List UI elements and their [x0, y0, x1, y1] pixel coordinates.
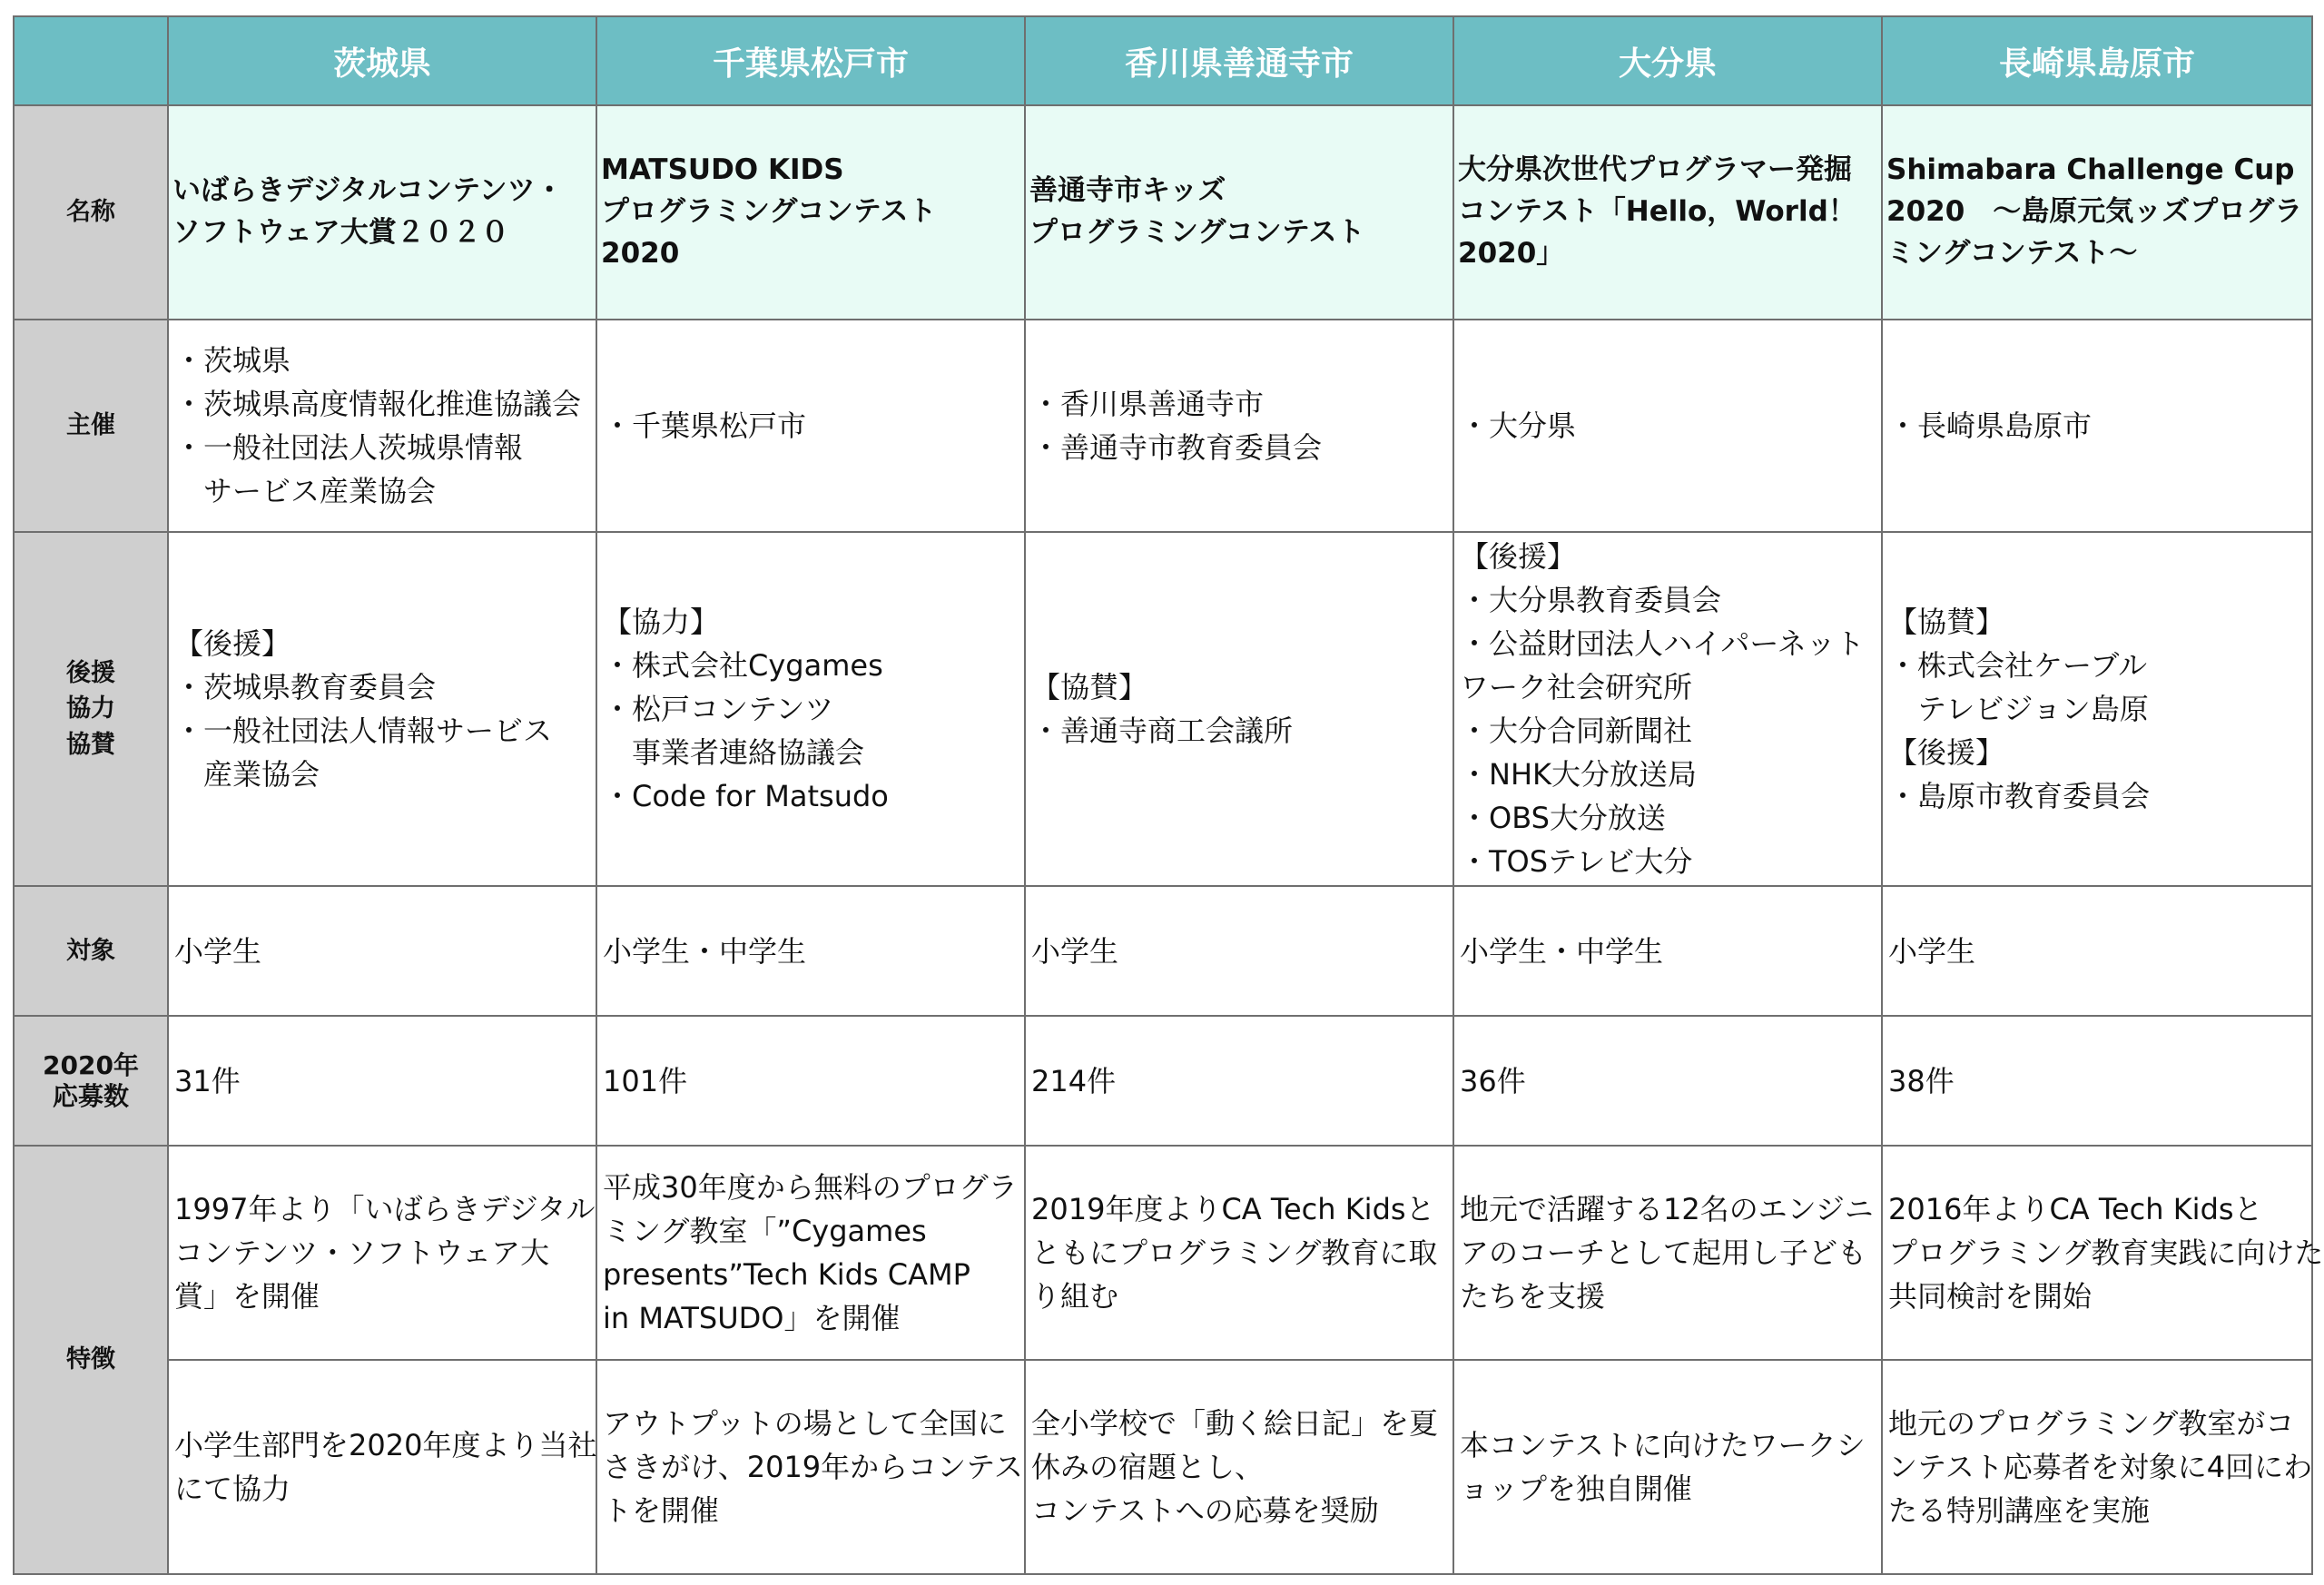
support-line: ・OBS大分放送: [1460, 801, 1666, 835]
features-row-1: [14, 1146, 2312, 1360]
support-line: 【後援】: [174, 626, 291, 661]
features-cell-shimabara-1: [1882, 1146, 2324, 1360]
entries-cell-ibaraki: 31件: [168, 1016, 596, 1146]
organizer-cell-shimabara: [1882, 320, 2312, 532]
column-header-ibaraki: 茨城県: [168, 16, 596, 105]
name-line: プログラミングコンテスト 2020: [601, 195, 937, 270]
organizer-line: ・大分県: [1460, 409, 1577, 443]
support-line: 【後援】: [1888, 735, 2005, 770]
feature-line: ンテスト応募者を対象に4回にわ: [1888, 1450, 2313, 1484]
features-cell-oita-2: [1453, 1360, 1882, 1574]
feature-line: 2019年度よりCA Tech Kidsと: [1031, 1192, 1435, 1226]
feature-line: ミング教室「”Cygames: [603, 1214, 927, 1248]
target-cell-matsudo: 小学生・中学生: [596, 886, 1025, 1016]
name-line: 善通寺市キッズ: [1029, 174, 1226, 208]
header-row: [14, 16, 2312, 105]
support-line: ・株式会社Cygames: [603, 648, 883, 683]
support-line: ・TOSテレビ大分: [1460, 844, 1693, 879]
row-label-target: 対象: [14, 886, 168, 1016]
support-cell-matsudo: [596, 532, 1025, 886]
row-label-name: 名称: [14, 105, 168, 320]
feature-line: 2016年よりCA Tech Kidsと: [1888, 1192, 2263, 1226]
name-line: Shimabara Challenge Cup: [1886, 153, 2295, 187]
feature-line: コンテンツ・ソフトウェア大: [174, 1236, 550, 1270]
feature-line: 小学生部門を2020年度より当社: [174, 1428, 597, 1462]
feature-line: さきがけ、2019年からコンテス: [603, 1450, 1023, 1484]
features-cell-matsudo-2: [596, 1360, 1025, 1574]
organizer-line: ・茨城県: [174, 343, 291, 378]
features-cell-zentsuji-2: [1025, 1360, 1453, 1574]
row-label-entries: [14, 1016, 168, 1146]
organizer-row: [14, 320, 2312, 532]
row-label-support-line: 協力: [66, 694, 115, 724]
features-cell-ibaraki-2: [168, 1360, 596, 1574]
row-label-entries-line: 応募数: [52, 1080, 129, 1111]
feature-line: プログラミング教育実践に向けた: [1888, 1236, 2324, 1270]
name-cell-matsudo: [596, 105, 1025, 320]
name-line: MATSUDO KIDS: [601, 153, 844, 187]
support-line: ・松戸コンテンツ: [603, 692, 834, 726]
feature-line: 地元で活躍する12名のエンジニ: [1460, 1192, 1874, 1226]
name-line: 2020」: [1458, 236, 1565, 270]
organizer-line: ・一般社団法人茨城県情報: [174, 430, 524, 465]
support-line: ・株式会社ケーブル: [1888, 648, 2148, 683]
support-line: 【後援】: [1460, 539, 1577, 574]
feature-line: ともにプログラミング教育に取: [1031, 1236, 1438, 1270]
support-line: 【協賛】: [1031, 670, 1148, 704]
entries-row: [14, 1016, 2312, 1146]
support-line: ・Code for Matsudo: [603, 779, 889, 813]
row-label-features: 特徴: [14, 1146, 168, 1574]
feature-line: 1997年より「いばらきデジタル: [174, 1192, 596, 1226]
target-cell-shimabara: 小学生: [1882, 886, 2312, 1016]
name-line: いばらきデジタルコンテンツ・: [172, 174, 564, 208]
support-line: ・大分県教育委員会: [1460, 583, 1722, 617]
contest-comparison-table: [13, 15, 2324, 1575]
support-line: ・公益財団法人ハイパーネット: [1460, 626, 1865, 661]
entries-cell-oita: 36件: [1453, 1016, 1882, 1146]
entries-cell-zentsuji: 214件: [1025, 1016, 1453, 1146]
feature-line: アのコーチとして起用し子ども: [1460, 1236, 1867, 1270]
organizer-line: ・茨城県高度情報化推進協議会: [174, 387, 582, 421]
support-line: ・善通寺商工会議所: [1031, 714, 1294, 748]
support-line: 【協賛】: [1888, 605, 2005, 639]
feature-line: コンテストへの応募を奨励: [1031, 1493, 1379, 1528]
features-row-2: [14, 1360, 2312, 1574]
feature-line: にて協力: [174, 1472, 291, 1506]
entries-cell-matsudo: 101件: [596, 1016, 1025, 1146]
support-line: 産業協会: [174, 757, 320, 792]
row-label-organizer: 主催: [14, 320, 168, 532]
feature-line: in MATSUDO」を開催: [603, 1301, 901, 1335]
column-header-shimabara: 長崎県島原市: [1882, 16, 2312, 105]
name-cell-shimabara: [1882, 105, 2312, 320]
organizer-line: サービス産業協会: [174, 474, 437, 508]
features-cell-shimabara-2: [1882, 1360, 2312, 1574]
target-cell-ibaraki: 小学生: [168, 886, 596, 1016]
features-cell-matsudo-1: [596, 1146, 1025, 1360]
name-cell-zentsuji: [1025, 105, 1453, 320]
name-line: ソフトウェア大賞２０２０: [172, 216, 509, 249]
feature-line: 共同検討を開始: [1888, 1279, 2093, 1314]
corner-cell: [14, 16, 168, 105]
entries-cell-shimabara: 38件: [1882, 1016, 2312, 1146]
name-line: 2020 ～島原元気ッズプログラ: [1886, 195, 2303, 229]
feature-line: 休みの宿題とし、: [1031, 1450, 1265, 1484]
name-line: コンテスト「Hello，World！: [1458, 195, 1856, 229]
support-line: テレビジョン島原: [1888, 692, 2149, 726]
organizer-line: ・千葉県松戸市: [603, 409, 807, 443]
row-label-support: [14, 532, 168, 886]
support-row: [14, 532, 2312, 886]
features-cell-zentsuji-1: [1025, 1146, 1453, 1360]
feature-line: 平成30年度から無料のプログラ: [603, 1170, 1018, 1205]
feature-line: 地元のプログラミング教室がコ: [1888, 1406, 2295, 1441]
organizer-cell-oita: [1453, 320, 1882, 532]
organizer-line: ・香川県善通寺市: [1031, 387, 1265, 421]
organizer-cell-ibaraki: [168, 320, 596, 532]
column-header-oita: 大分県: [1453, 16, 1882, 105]
support-cell-ibaraki: [168, 532, 596, 886]
column-header-zentsuji: 香川県善通寺市: [1025, 16, 1453, 105]
features-cell-ibaraki-1: [168, 1146, 596, 1360]
name-cell-ibaraki: [168, 105, 596, 320]
feature-line: トを開催: [603, 1493, 720, 1528]
support-cell-zentsuji: [1025, 532, 1453, 886]
feature-line: り組む: [1031, 1279, 1119, 1314]
support-line: 【協力】: [603, 605, 720, 639]
feature-line: presents”Tech Kids CAMP: [603, 1257, 970, 1292]
organizer-line: ・長崎県島原市: [1888, 409, 2093, 443]
row-label-entries-line: 2020年: [43, 1049, 139, 1080]
support-line: ワーク社会研究所: [1460, 670, 1693, 704]
target-cell-zentsuji: 小学生: [1025, 886, 1453, 1016]
organizer-cell-zentsuji: [1025, 320, 1453, 532]
support-line: ・NHK大分放送局: [1460, 757, 1697, 792]
support-line: ・茨城県教育委員会: [174, 670, 437, 704]
support-line: ・一般社団法人情報サービス: [174, 714, 553, 748]
support-cell-oita: [1453, 532, 1882, 886]
feature-line: たる特別講座を実施: [1888, 1493, 2151, 1528]
support-line: ・大分合同新聞社: [1460, 714, 1693, 748]
support-line: ・島原市教育委員会: [1888, 779, 2151, 813]
feature-line: アウトプットの場として全国に: [603, 1406, 1007, 1441]
target-row: [14, 886, 2312, 1016]
name-line: プログラミングコンテスト: [1029, 216, 1365, 249]
target-cell-oita: 小学生・中学生: [1453, 886, 1882, 1016]
features-cell-oita-1: [1453, 1146, 1882, 1360]
support-cell-shimabara: [1882, 532, 2312, 886]
feature-line: 全小学校で「動く絵日記」を夏: [1031, 1406, 1439, 1441]
support-line: 事業者連絡協議会: [603, 735, 865, 770]
row-label-support-line: 協賛: [66, 730, 115, 759]
row-label-support-line: 後援: [66, 659, 115, 688]
name-cell-oita: [1453, 105, 1882, 320]
name-row: [14, 105, 2312, 320]
organizer-line: ・善通寺市教育委員会: [1031, 430, 1323, 465]
feature-line: ョップを独自開催: [1460, 1472, 1693, 1506]
name-line: ミングコンテスト～: [1886, 236, 2138, 270]
column-header-matsudo: 千葉県松戸市: [596, 16, 1025, 105]
organizer-cell-matsudo: [596, 320, 1025, 532]
feature-line: 本コンテストに向けたワークシ: [1460, 1428, 1866, 1462]
name-line: 大分県次世代プログラマー発掘: [1458, 153, 1852, 187]
feature-line: たちを支援: [1460, 1279, 1606, 1314]
feature-line: 賞」を開催: [174, 1279, 320, 1314]
